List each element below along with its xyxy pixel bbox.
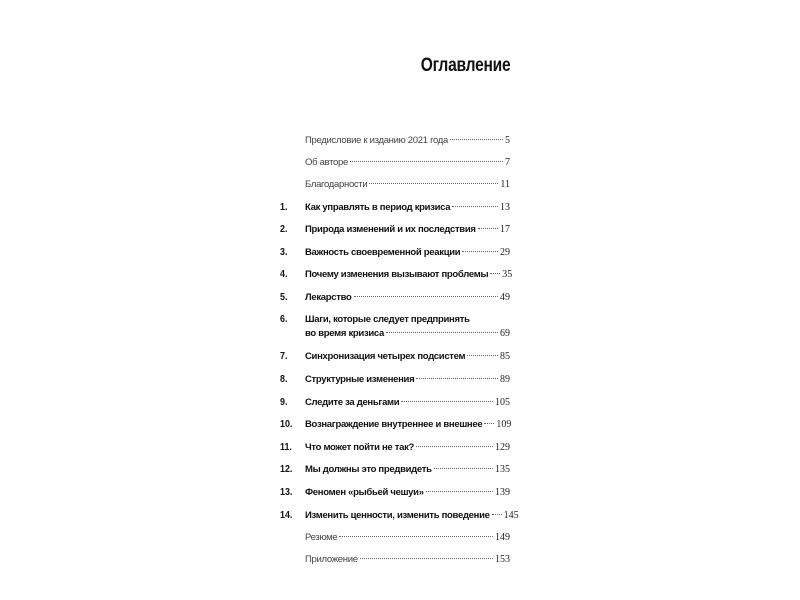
toc-page-number: 5 [505,135,510,146]
chapter-number: 4. [280,268,288,280]
toc-page-number: 129 [495,442,510,453]
toc-page-number: 35 [502,269,513,280]
page-title: Оглавление [420,55,510,76]
toc-entry-title-line1: Шаги, которые следует предпринять [305,314,470,325]
toc-entry[interactable] [280,178,510,194]
toc-page-number: 153 [495,554,510,565]
toc-entry[interactable] [280,441,510,457]
toc-entry[interactable] [280,463,510,479]
toc-page-number: 89 [500,374,510,385]
dot-leader [369,183,498,184]
toc-entry[interactable] [280,134,510,150]
toc-entry[interactable] [280,223,510,239]
toc-entry[interactable] [280,396,510,412]
toc-entry[interactable] [280,201,510,217]
toc-entry-title: Природа изменений и их последствия [305,224,476,235]
toc-entry[interactable] [280,291,510,307]
dot-leader [434,468,493,469]
toc-entry[interactable] [280,553,510,569]
toc-entry-title: Феномен «рыбьей чешуи» [305,487,424,498]
chapter-number: 1. [280,201,288,213]
dot-leader [416,446,493,447]
dot-leader [450,139,503,140]
toc-page-number: 105 [495,397,510,408]
toc-entry-title: Следите за деньгами [305,397,400,408]
toc-entry[interactable] [280,350,510,366]
toc-page-number: 69 [500,328,510,339]
dot-leader [350,161,503,162]
chapter-number: 5. [280,291,288,303]
toc-entry-title: Вознаграждение внутреннее и внешнее [305,419,483,430]
dot-leader [490,273,500,274]
toc-entry-title: Синхронизация четырех подсистем [305,351,466,362]
chapter-number: 12. [280,463,293,475]
toc-entry-title: Благодарности [305,179,368,190]
toc-page-number: 17 [500,224,510,235]
toc-entry[interactable] [280,268,513,284]
dot-leader [386,332,498,333]
toc-page-number: 85 [500,351,510,362]
dot-leader [478,228,498,229]
dot-leader [416,378,498,379]
toc-entry[interactable] [280,156,510,172]
dot-leader [484,423,494,424]
dot-leader [354,296,498,297]
toc-page-number: 7 [505,157,510,168]
toc-entry-title-line2: во время кризиса [305,328,385,339]
chapter-number: 13. [280,486,293,498]
toc-entry-title: Изменить ценности, изменить поведение [305,510,490,521]
chapter-number: 9. [280,396,288,408]
toc-entry-title: Как управлять в период кризиса [305,202,451,213]
chapter-number: 2. [280,223,288,235]
toc-entry-title: Что может пойти не так? [305,442,415,453]
toc-entry[interactable] [280,418,510,434]
chapter-number: 3. [280,246,288,258]
chapter-number: 10. [280,418,293,430]
toc-page-number: 13 [500,202,510,213]
toc-entry[interactable] [280,313,510,345]
toc-entry-title: Об авторе [305,157,348,168]
chapter-number: 7. [280,350,288,362]
toc-entry[interactable] [280,246,510,262]
dot-leader [467,355,498,356]
toc-page-number: 149 [495,532,510,543]
dot-leader [401,401,493,402]
toc-page-number: 109 [496,419,512,430]
chapter-number: 14. [280,509,293,521]
toc-entry[interactable] [280,373,510,389]
toc-page-number: 29 [500,247,510,258]
toc-entry-title: Почему изменения вызывают проблемы [305,269,489,280]
chapter-number: 6. [280,313,288,325]
dot-leader [360,558,493,559]
toc-entry-title: Важность своевременной реакции [305,247,461,258]
chapter-number: 8. [280,373,288,385]
dot-leader [452,206,498,207]
dot-leader [426,491,493,492]
toc-page-number: 11 [500,179,510,190]
toc-page-number: 49 [500,292,510,303]
toc-entry-title: Приложение [305,554,358,565]
toc-entry[interactable] [280,531,510,547]
dot-leader [339,536,493,537]
toc-entry-title: Мы должны это предвидеть [305,464,432,475]
toc-page-number: 139 [495,487,510,498]
toc-page-number: 145 [503,510,519,521]
toc-entry-title: Структурные изменения [305,374,415,385]
toc-entry-title: Резюме [305,532,338,543]
toc-entry-title: Предисловие к изданию 2021 года [305,135,449,146]
chapter-number: 11. [280,441,292,453]
dot-leader [492,514,502,515]
toc-entry-title: Лекарство [305,292,352,303]
toc-page-number: 135 [495,464,510,475]
toc-entry[interactable] [280,486,510,502]
toc-entry[interactable] [280,509,519,525]
dot-leader [462,251,498,252]
